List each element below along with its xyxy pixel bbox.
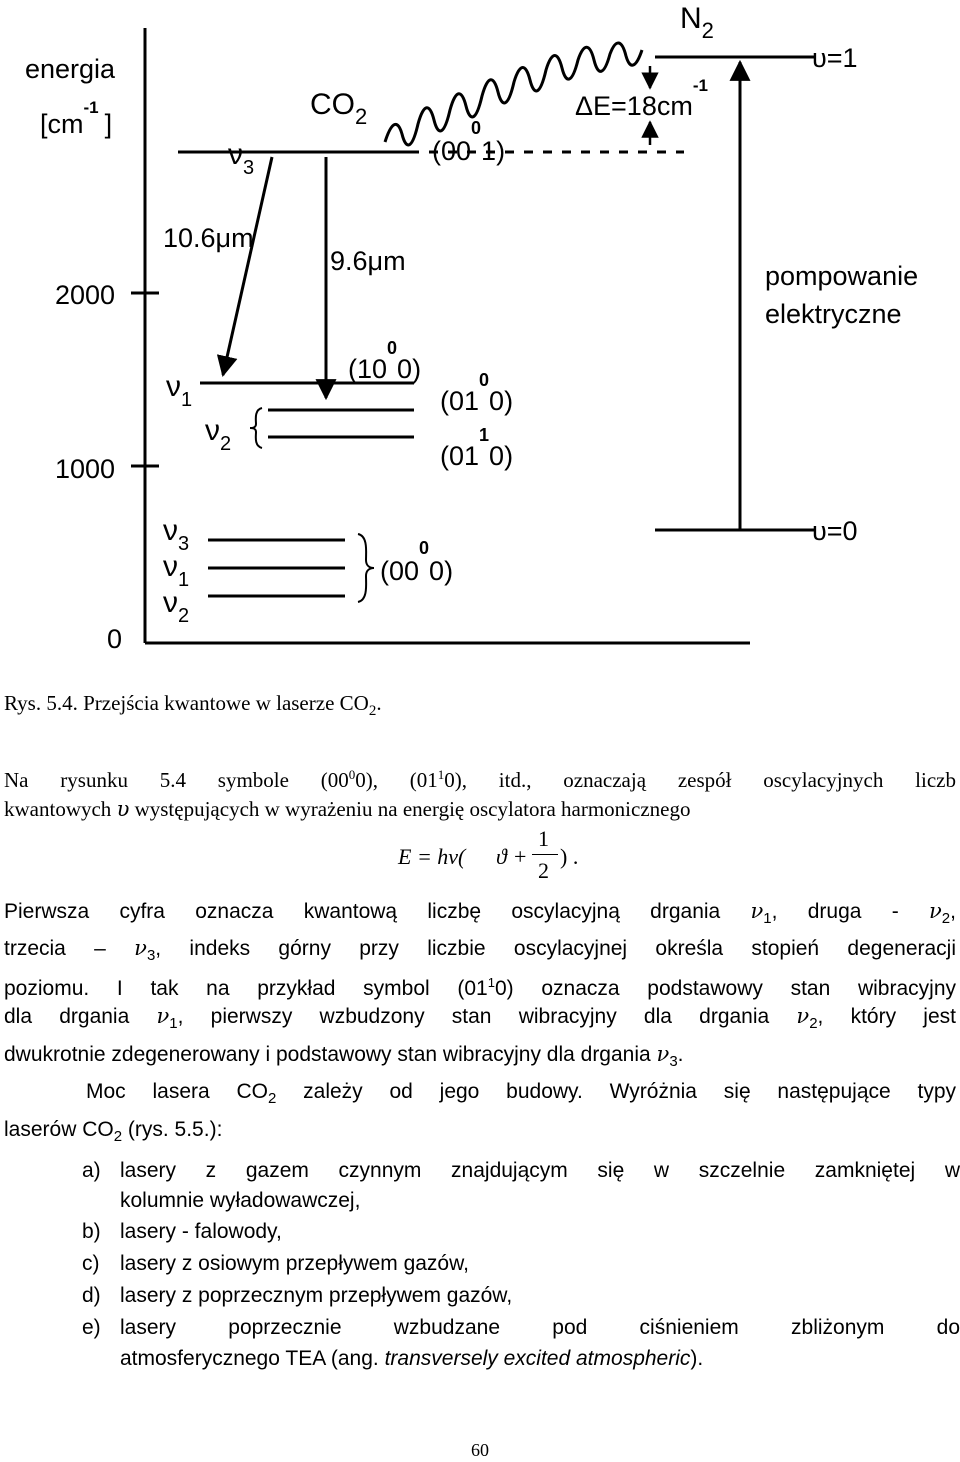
para1-text-5: występujących w wyrażeniu na energię oscylatora harmonicznego (134, 797, 691, 821)
nu1-label: $\nu_1$ (166, 370, 193, 411)
para1-line1 (4, 762, 956, 793)
ground-nu3-label: $\nu_3$ (163, 514, 190, 555)
delta-e-label: $\Delta E=18cm^{-1}$ (575, 76, 708, 121)
axis-unit: $[cm^{-1}]$ (40, 98, 113, 139)
list-text-e-1: lasery poprzecznie wzbudzane pod ciśnieniem zbliżonym do (120, 1316, 960, 1339)
list-label-e: e) (82, 1316, 101, 1339)
para1-text-4: kwantowych (4, 797, 112, 821)
pump-label-2: elektryczne (765, 299, 902, 329)
para3-l2s: 2 (113, 1128, 123, 1145)
nu-sub: 2 (809, 1015, 818, 1032)
para2-line3 (4, 970, 956, 1002)
para1-sup-1: 0 (348, 767, 356, 782)
caption-prefix: Rys. 5.4. Przejścia kwantowe w laserze (4, 691, 335, 715)
formula-lhs: E = hν( (398, 844, 466, 869)
list-text-e-2c: ). (690, 1347, 704, 1370)
nu3-upper: $\nu_3$ (228, 138, 255, 179)
para1-text-1: Na rysunku 5.4 symbole (00 (4, 768, 349, 792)
nu-symbol: ν (796, 1004, 810, 1028)
n2-label: $N_2$ (680, 2, 714, 43)
tick-label-1000: 1000 (55, 454, 116, 484)
para2-l5a: dwukrotnie zdegenerowany i podstawowy stan wibracyjny dla drgania (4, 1043, 651, 1066)
formula-numerator: 1 (538, 826, 549, 851)
list-text-a-2: kolumnie wyładowawczej, (120, 1189, 361, 1212)
list-text-d: lasery z poprzecznym przepływem gazów, (120, 1284, 513, 1307)
para1-text-2: 0), (01 (355, 768, 438, 792)
ground-nu1-label: $\nu_1$ (163, 550, 190, 591)
para3-line2 (4, 1117, 956, 1150)
list-text-e-2a: atmosferycznego TEA (ang. (120, 1347, 379, 1370)
energy-formula (398, 826, 598, 886)
brace-ground (358, 534, 374, 602)
nu-sub: 3 (146, 947, 156, 964)
wavelength-9-6: 9.6μm (330, 246, 406, 276)
para3-l1b: zależy od jego budowy. Wyróżnia się następujące typy (303, 1080, 957, 1103)
para3-l2a: laserów CO (4, 1118, 114, 1141)
nu-symbol: ν (656, 1042, 670, 1066)
co2-label: $CO_2$ (310, 88, 368, 129)
level-01-1-label: $(01^10)$ (440, 425, 514, 471)
para2-l1c: , (950, 900, 956, 923)
para1-sup-2: 1 (437, 767, 445, 782)
nu-symbol: ν (134, 936, 147, 960)
nu-symbol: ν (750, 899, 764, 923)
ground-nu2-label: $\nu_2$ (163, 586, 190, 627)
list-label-b: b) (82, 1220, 101, 1243)
para2-l3b: 0) oznacza podstawowy stan wibracyjny (494, 977, 956, 1000)
caption-co: CO (339, 691, 369, 715)
formula-fraction-bar (532, 854, 558, 855)
list-text-a-1: lasery z gazem czynnym znajdującym się w szczelnie zamkniętej w (120, 1159, 960, 1182)
para2-l1b: , druga - (771, 900, 899, 923)
nu-symbol: ν (156, 1004, 170, 1028)
level-01-0-label: $(01^00)$ (440, 370, 514, 416)
para2-l4a: dla drgania (4, 1005, 130, 1028)
para3-l2b: (rys. 5.5.): (127, 1118, 223, 1141)
wavelength-10-6: 10.6μm (163, 223, 254, 253)
para3-line1 (86, 1079, 956, 1112)
list-label-c: c) (82, 1252, 100, 1275)
pump-label-1: pompowanie (765, 261, 919, 291)
nu-sub: 2 (941, 910, 951, 927)
level-10-0-label: $(10^00)$ (348, 338, 422, 384)
tick-label-0: 0 (107, 624, 123, 654)
nu-symbol: ν (929, 899, 942, 923)
para2-l3s: 1 (487, 975, 495, 990)
transition-10-6um (223, 157, 272, 375)
level-00-0-label: $(00^00)$ (380, 538, 454, 586)
formula-plus: + (514, 844, 527, 869)
upsilon-symbol: υ (116, 797, 130, 821)
para1-text-3: 0), itd., oznaczają zespół oscylacyjnych liczb (444, 768, 956, 792)
para2-l2b: , indeks górny przy liczbie oscylacyjnej określa stopień degeneracji (155, 937, 956, 960)
para3-l1a: Moc lasera CO (86, 1080, 268, 1103)
energy-level-diagram (0, 0, 960, 680)
level-00-1-label: $(00^01)$ (432, 118, 506, 166)
list-text-b: lasery - falowody, (120, 1220, 282, 1243)
formula-rhs: ) . (560, 844, 579, 869)
caption-suffix: . (376, 691, 382, 715)
para2-l4b: , pierwszy wzbudzony stan wibracyjny dla drgania (177, 1005, 770, 1028)
para2-line1 (4, 898, 956, 932)
list-text-e-2b: transversely excited atmospheric (384, 1347, 691, 1370)
para2-line4 (4, 1003, 956, 1037)
nu-sub: 3 (669, 1053, 678, 1070)
list-label-d: d) (82, 1284, 101, 1307)
formula-theta: ϑ (496, 844, 507, 869)
caption-sub: 2 (368, 703, 377, 719)
upsilon-0-label: υ=0 (812, 516, 858, 546)
para2-line5 (4, 1041, 956, 1075)
figure-caption (4, 690, 704, 724)
brace-nu2 (250, 408, 262, 448)
formula-denominator: 2 (538, 858, 549, 883)
upsilon-1-label: υ=1 (812, 43, 858, 73)
para2-l5b: . (677, 1043, 684, 1066)
page-number: 60 (471, 1440, 489, 1460)
nu-sub: 1 (169, 1015, 178, 1032)
para2-line2 (4, 935, 956, 969)
para2-l3a: poziomu. I tak na przykład symbol (01 (4, 977, 488, 1000)
axis-title: energia (25, 54, 116, 84)
para2-l4c: , który jest (817, 1005, 956, 1028)
list-text-c: lasery z osiowym przepływem gazów, (120, 1252, 469, 1275)
nu-sub: 1 (763, 910, 772, 927)
nu2-label: $\nu_2$ (205, 414, 232, 455)
list-label-a: a) (82, 1159, 101, 1182)
tick-label-2000: 2000 (55, 280, 116, 310)
para2-l2a: trzecia – (4, 937, 106, 960)
para3-l1s: 2 (268, 1090, 277, 1107)
para2-l1a: Pierwsza cyfra oznacza kwantową liczbę oscylacyjną drgania (4, 900, 721, 923)
para1-line2 (4, 796, 956, 822)
